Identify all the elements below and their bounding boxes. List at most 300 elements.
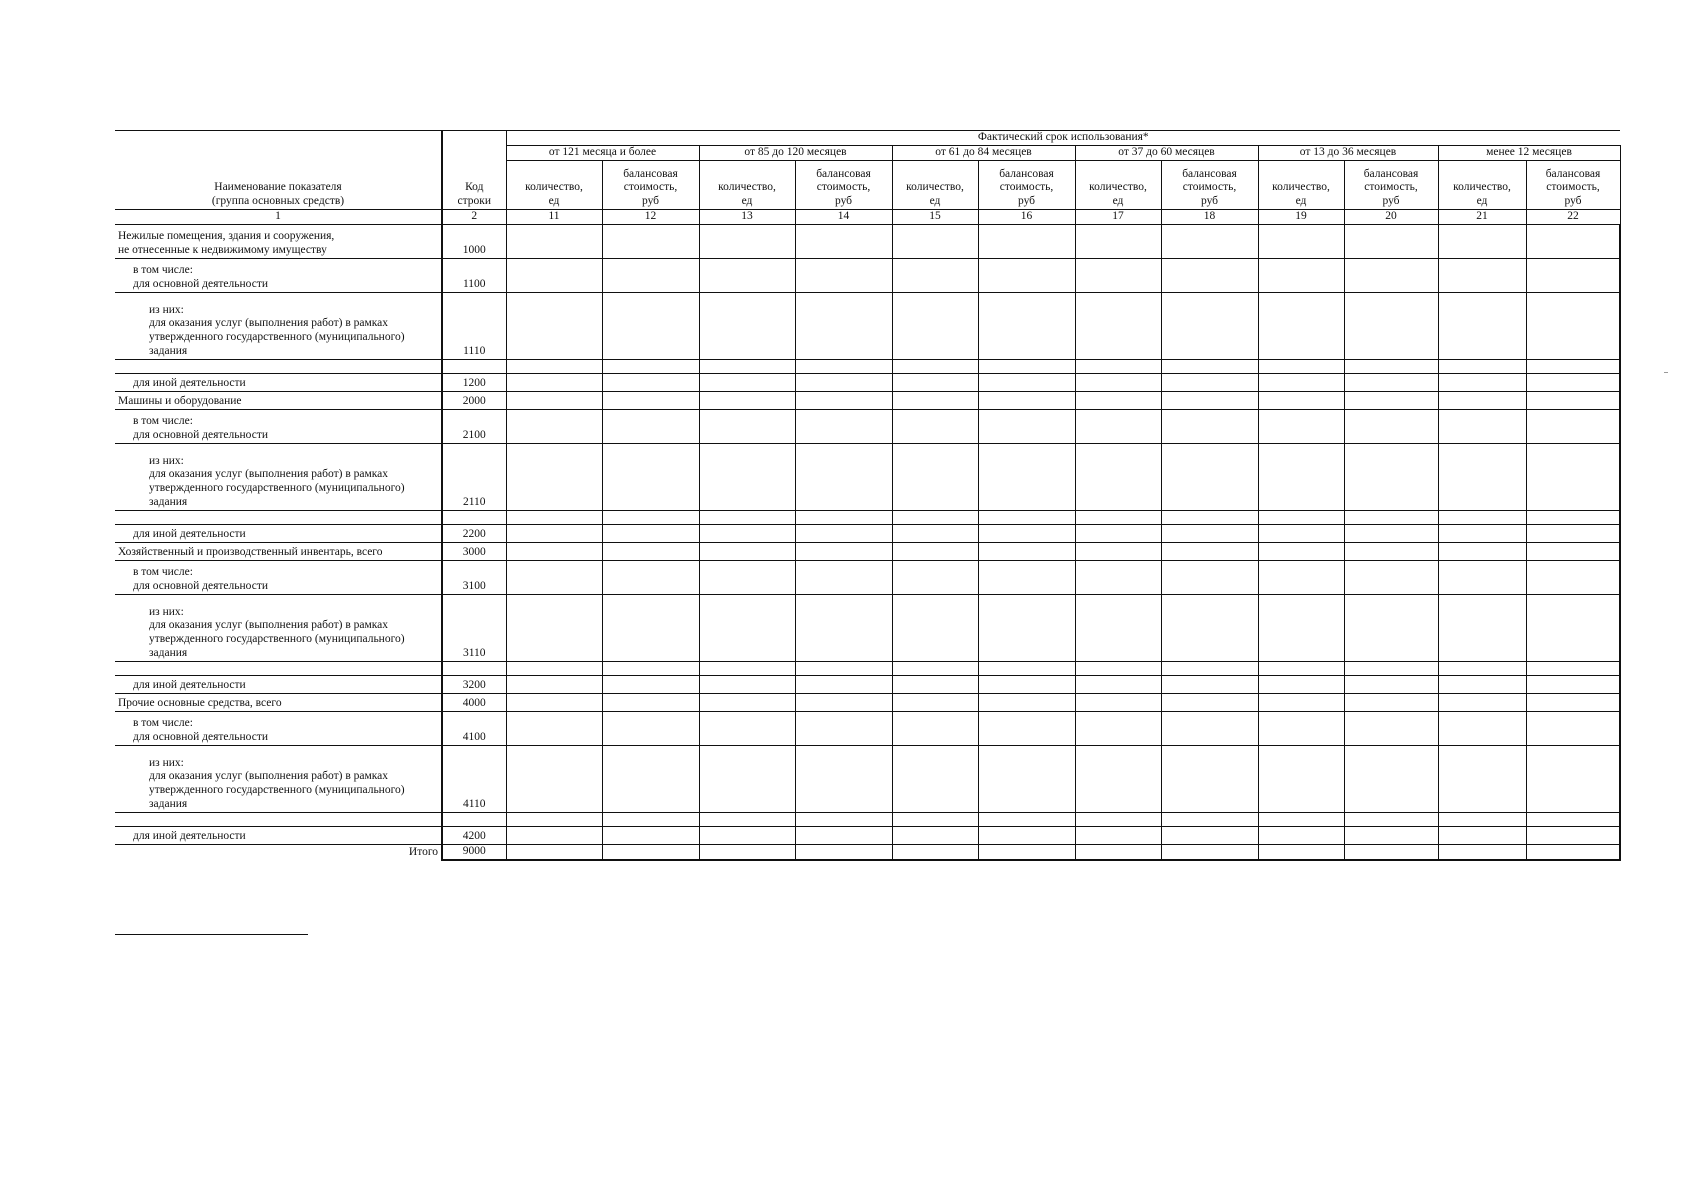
value-cell[interactable] bbox=[892, 510, 978, 524]
value-cell[interactable] bbox=[699, 409, 795, 443]
value-cell[interactable] bbox=[602, 560, 699, 594]
value-cell[interactable] bbox=[795, 745, 892, 812]
value-cell[interactable] bbox=[602, 409, 699, 443]
value-cell[interactable] bbox=[506, 675, 602, 693]
value-cell[interactable] bbox=[699, 224, 795, 258]
value-cell[interactable] bbox=[978, 711, 1075, 745]
value-cell[interactable] bbox=[1344, 409, 1438, 443]
value-cell[interactable] bbox=[892, 409, 978, 443]
balance-cost-header: балансовая стоимость, руб bbox=[602, 161, 699, 210]
table-row bbox=[115, 560, 1620, 594]
value-cell[interactable] bbox=[1526, 661, 1620, 675]
value-cell[interactable] bbox=[602, 443, 699, 510]
value-cell[interactable] bbox=[892, 292, 978, 359]
value-cell[interactable] bbox=[1344, 224, 1438, 258]
value-cell[interactable] bbox=[1161, 443, 1258, 510]
value-cell[interactable] bbox=[1258, 826, 1344, 844]
value-cell[interactable] bbox=[795, 443, 892, 510]
value-cell[interactable] bbox=[506, 812, 602, 826]
value-cell[interactable] bbox=[506, 693, 602, 711]
value-cell[interactable] bbox=[795, 812, 892, 826]
value-cell[interactable] bbox=[1161, 391, 1258, 409]
value-cell[interactable] bbox=[1161, 661, 1258, 675]
quantity-header: количество, ед bbox=[506, 161, 602, 210]
value-cell[interactable] bbox=[1526, 359, 1620, 373]
value-cell[interactable] bbox=[506, 409, 602, 443]
column-number: 19 bbox=[1258, 210, 1344, 225]
value-cell[interactable] bbox=[1438, 224, 1526, 258]
value-cell[interactable] bbox=[1344, 443, 1438, 510]
value-cell[interactable] bbox=[506, 661, 602, 675]
value-cell[interactable] bbox=[1438, 661, 1526, 675]
row-code bbox=[442, 812, 506, 826]
value-cell[interactable] bbox=[602, 359, 699, 373]
value-cell[interactable] bbox=[795, 826, 892, 844]
column-number: 21 bbox=[1438, 210, 1526, 225]
value-cell[interactable] bbox=[699, 359, 795, 373]
value-cell[interactable] bbox=[1526, 826, 1620, 844]
period-header: от 37 до 60 месяцев bbox=[1075, 146, 1258, 161]
value-cell[interactable] bbox=[1075, 391, 1161, 409]
spacer-row bbox=[115, 661, 1620, 675]
value-cell[interactable] bbox=[602, 812, 699, 826]
row-code: 3100 bbox=[442, 560, 506, 594]
value-cell[interactable] bbox=[978, 524, 1075, 542]
value-cell[interactable] bbox=[602, 826, 699, 844]
value-cell[interactable] bbox=[1075, 524, 1161, 542]
value-cell[interactable] bbox=[795, 510, 892, 524]
value-cell[interactable] bbox=[1438, 693, 1526, 711]
value-cell[interactable] bbox=[1526, 373, 1620, 391]
total-value-cell[interactable] bbox=[699, 844, 795, 860]
value-cell[interactable] bbox=[892, 443, 978, 510]
row-code: 3000 bbox=[442, 542, 506, 560]
value-cell[interactable] bbox=[1258, 711, 1344, 745]
value-cell[interactable] bbox=[1438, 745, 1526, 812]
table-row bbox=[115, 826, 1620, 844]
value-cell[interactable] bbox=[1344, 826, 1438, 844]
value-cell[interactable] bbox=[1161, 373, 1258, 391]
value-cell[interactable] bbox=[699, 594, 795, 661]
value-cell[interactable] bbox=[1161, 745, 1258, 812]
value-cell[interactable] bbox=[1161, 510, 1258, 524]
row-code: 1110 bbox=[442, 292, 506, 359]
value-cell[interactable] bbox=[1161, 560, 1258, 594]
row-label: для иной деятельности bbox=[115, 373, 442, 391]
row-code: 3200 bbox=[442, 675, 506, 693]
value-cell[interactable] bbox=[795, 661, 892, 675]
value-cell[interactable] bbox=[1161, 812, 1258, 826]
value-cell[interactable] bbox=[1161, 258, 1258, 292]
value-cell[interactable] bbox=[1526, 711, 1620, 745]
value-cell[interactable] bbox=[1438, 594, 1526, 661]
value-cell[interactable] bbox=[892, 745, 978, 812]
value-cell[interactable] bbox=[602, 542, 699, 560]
total-value-cell[interactable] bbox=[892, 844, 978, 860]
value-cell[interactable] bbox=[1161, 675, 1258, 693]
value-cell[interactable] bbox=[978, 693, 1075, 711]
value-cell[interactable] bbox=[795, 359, 892, 373]
value-cell[interactable] bbox=[1161, 711, 1258, 745]
value-cell[interactable] bbox=[602, 258, 699, 292]
value-cell[interactable] bbox=[1075, 443, 1161, 510]
value-cell[interactable] bbox=[1526, 560, 1620, 594]
value-cell[interactable] bbox=[978, 443, 1075, 510]
value-cell[interactable] bbox=[1258, 745, 1344, 812]
value-cell[interactable] bbox=[699, 258, 795, 292]
row-label: из них: для оказания услуг (выполнения работ) в рамках утвержденного государственного (муниципального) задания bbox=[115, 594, 442, 661]
value-cell[interactable] bbox=[1344, 258, 1438, 292]
value-cell[interactable] bbox=[1075, 693, 1161, 711]
value-cell[interactable] bbox=[978, 409, 1075, 443]
value-cell[interactable] bbox=[1438, 510, 1526, 524]
value-cell[interactable] bbox=[978, 542, 1075, 560]
value-cell[interactable] bbox=[1258, 542, 1344, 560]
value-cell[interactable] bbox=[1258, 292, 1344, 359]
value-cell[interactable] bbox=[1161, 292, 1258, 359]
value-cell[interactable] bbox=[795, 373, 892, 391]
value-cell[interactable] bbox=[1161, 524, 1258, 542]
value-cell[interactable] bbox=[1438, 292, 1526, 359]
value-cell[interactable] bbox=[506, 292, 602, 359]
value-cell[interactable] bbox=[1526, 292, 1620, 359]
value-cell[interactable] bbox=[795, 224, 892, 258]
total-value-cell[interactable] bbox=[795, 844, 892, 860]
value-cell[interactable] bbox=[1258, 675, 1344, 693]
value-cell[interactable] bbox=[699, 711, 795, 745]
value-cell[interactable] bbox=[892, 391, 978, 409]
value-cell[interactable] bbox=[1438, 524, 1526, 542]
value-cell[interactable] bbox=[506, 258, 602, 292]
value-cell[interactable] bbox=[892, 826, 978, 844]
value-cell[interactable] bbox=[1438, 826, 1526, 844]
value-cell[interactable] bbox=[978, 292, 1075, 359]
value-cell[interactable] bbox=[602, 292, 699, 359]
value-cell[interactable] bbox=[506, 542, 602, 560]
value-cell[interactable] bbox=[506, 373, 602, 391]
value-cell[interactable] bbox=[978, 594, 1075, 661]
value-cell[interactable] bbox=[1344, 524, 1438, 542]
value-cell[interactable] bbox=[699, 373, 795, 391]
value-cell[interactable] bbox=[795, 409, 892, 443]
value-cell[interactable] bbox=[795, 594, 892, 661]
value-cell[interactable] bbox=[1258, 693, 1344, 711]
row-code: 2100 bbox=[442, 409, 506, 443]
value-cell[interactable] bbox=[892, 373, 978, 391]
value-cell[interactable] bbox=[795, 675, 892, 693]
value-cell[interactable] bbox=[1075, 359, 1161, 373]
value-cell[interactable] bbox=[506, 224, 602, 258]
value-cell[interactable] bbox=[602, 661, 699, 675]
value-cell[interactable] bbox=[1438, 373, 1526, 391]
table-row bbox=[115, 391, 1620, 409]
row-code: 4200 bbox=[442, 826, 506, 844]
value-cell[interactable] bbox=[699, 745, 795, 812]
value-cell[interactable] bbox=[1438, 409, 1526, 443]
value-cell[interactable] bbox=[1161, 224, 1258, 258]
value-cell[interactable] bbox=[1344, 661, 1438, 675]
value-cell[interactable] bbox=[892, 594, 978, 661]
value-cell[interactable] bbox=[602, 693, 699, 711]
value-cell[interactable] bbox=[1075, 510, 1161, 524]
value-cell[interactable] bbox=[1258, 510, 1344, 524]
value-cell[interactable] bbox=[978, 675, 1075, 693]
column-number: 18 bbox=[1161, 210, 1258, 225]
row-code: 2110 bbox=[442, 443, 506, 510]
value-cell[interactable] bbox=[795, 693, 892, 711]
value-cell[interactable] bbox=[1258, 258, 1344, 292]
column-number: 11 bbox=[506, 210, 602, 225]
total-value-cell[interactable] bbox=[1161, 844, 1258, 860]
row-label: для иной деятельности bbox=[115, 524, 442, 542]
total-value-cell[interactable] bbox=[1526, 844, 1620, 860]
value-cell[interactable] bbox=[795, 560, 892, 594]
value-cell[interactable] bbox=[1438, 542, 1526, 560]
value-cell[interactable] bbox=[602, 524, 699, 542]
value-cell[interactable] bbox=[1526, 594, 1620, 661]
value-cell[interactable] bbox=[1526, 693, 1620, 711]
value-cell[interactable] bbox=[1258, 560, 1344, 594]
value-cell[interactable] bbox=[699, 542, 795, 560]
table-row bbox=[115, 693, 1620, 711]
value-cell[interactable] bbox=[795, 258, 892, 292]
value-cell[interactable] bbox=[1344, 542, 1438, 560]
value-cell[interactable] bbox=[602, 373, 699, 391]
value-cell[interactable] bbox=[506, 594, 602, 661]
value-cell[interactable] bbox=[1526, 443, 1620, 510]
value-cell[interactable] bbox=[699, 391, 795, 409]
value-cell[interactable] bbox=[1161, 542, 1258, 560]
value-cell[interactable] bbox=[699, 292, 795, 359]
total-value-cell[interactable] bbox=[506, 844, 602, 860]
value-cell[interactable] bbox=[978, 359, 1075, 373]
value-cell[interactable] bbox=[978, 373, 1075, 391]
value-cell[interactable] bbox=[978, 258, 1075, 292]
value-cell[interactable] bbox=[795, 542, 892, 560]
value-cell[interactable] bbox=[699, 443, 795, 510]
value-cell[interactable] bbox=[699, 693, 795, 711]
value-cell[interactable] bbox=[1075, 224, 1161, 258]
quantity-header: количество, ед bbox=[1075, 161, 1161, 210]
value-cell[interactable] bbox=[1161, 359, 1258, 373]
value-cell[interactable] bbox=[892, 524, 978, 542]
total-value-cell[interactable] bbox=[602, 844, 699, 860]
value-cell[interactable] bbox=[892, 560, 978, 594]
value-cell[interactable] bbox=[1075, 711, 1161, 745]
row-code: 3110 bbox=[442, 594, 506, 661]
value-cell[interactable] bbox=[602, 510, 699, 524]
column-number: 20 bbox=[1344, 210, 1438, 225]
value-cell[interactable] bbox=[1344, 391, 1438, 409]
value-cell[interactable] bbox=[1075, 258, 1161, 292]
value-cell[interactable] bbox=[795, 292, 892, 359]
value-cell[interactable] bbox=[506, 391, 602, 409]
row-code: 2200 bbox=[442, 524, 506, 542]
value-cell[interactable] bbox=[1258, 443, 1344, 510]
value-cell[interactable] bbox=[1526, 675, 1620, 693]
value-cell[interactable] bbox=[1344, 693, 1438, 711]
total-value-cell[interactable] bbox=[1344, 844, 1438, 860]
value-cell[interactable] bbox=[699, 661, 795, 675]
value-cell[interactable] bbox=[1344, 292, 1438, 359]
value-cell[interactable] bbox=[699, 560, 795, 594]
column-number: 2 bbox=[442, 210, 506, 225]
value-cell[interactable] bbox=[892, 693, 978, 711]
value-cell[interactable] bbox=[1526, 510, 1620, 524]
value-cell[interactable] bbox=[795, 391, 892, 409]
value-cell[interactable] bbox=[1344, 745, 1438, 812]
value-cell[interactable] bbox=[892, 224, 978, 258]
value-cell[interactable] bbox=[892, 258, 978, 292]
value-cell[interactable] bbox=[1438, 675, 1526, 693]
value-cell[interactable] bbox=[1258, 812, 1344, 826]
value-cell[interactable] bbox=[1258, 524, 1344, 542]
value-cell[interactable] bbox=[1075, 542, 1161, 560]
value-cell[interactable] bbox=[1438, 258, 1526, 292]
value-cell[interactable] bbox=[506, 524, 602, 542]
value-cell[interactable] bbox=[1075, 292, 1161, 359]
value-cell[interactable] bbox=[1075, 661, 1161, 675]
value-cell[interactable] bbox=[699, 524, 795, 542]
value-cell[interactable] bbox=[892, 711, 978, 745]
value-cell[interactable] bbox=[699, 675, 795, 693]
value-cell[interactable] bbox=[1526, 258, 1620, 292]
table-row bbox=[115, 258, 1620, 292]
column-number: 22 bbox=[1526, 210, 1620, 225]
total-value-cell[interactable] bbox=[1258, 844, 1344, 860]
value-cell[interactable] bbox=[1075, 560, 1161, 594]
total-value-cell[interactable] bbox=[978, 844, 1075, 860]
value-cell[interactable] bbox=[1438, 391, 1526, 409]
value-cell[interactable] bbox=[602, 224, 699, 258]
value-cell[interactable] bbox=[506, 510, 602, 524]
value-cell[interactable] bbox=[795, 524, 892, 542]
value-cell[interactable] bbox=[699, 826, 795, 844]
value-cell[interactable] bbox=[602, 391, 699, 409]
row-label bbox=[115, 359, 442, 373]
value-cell[interactable] bbox=[978, 661, 1075, 675]
value-cell[interactable] bbox=[1344, 812, 1438, 826]
value-cell[interactable] bbox=[506, 745, 602, 812]
total-value-cell[interactable] bbox=[1438, 844, 1526, 860]
row-label: из них: для оказания услуг (выполнения работ) в рамках утвержденного государственного (муниципального) задания bbox=[115, 745, 442, 812]
value-cell[interactable] bbox=[1161, 409, 1258, 443]
table-row bbox=[115, 524, 1620, 542]
value-cell[interactable] bbox=[892, 542, 978, 560]
value-cell[interactable] bbox=[1526, 409, 1620, 443]
table-row bbox=[115, 292, 1620, 359]
value-cell[interactable] bbox=[892, 359, 978, 373]
value-cell[interactable] bbox=[1344, 675, 1438, 693]
column-number: 13 bbox=[699, 210, 795, 225]
value-cell[interactable] bbox=[1344, 510, 1438, 524]
value-cell[interactable] bbox=[795, 711, 892, 745]
value-cell[interactable] bbox=[1438, 443, 1526, 510]
period-header: от 85 до 120 месяцев bbox=[699, 146, 892, 161]
value-cell[interactable] bbox=[1526, 224, 1620, 258]
value-cell[interactable] bbox=[1438, 359, 1526, 373]
value-cell[interactable] bbox=[978, 745, 1075, 812]
value-cell[interactable] bbox=[602, 594, 699, 661]
value-cell[interactable] bbox=[978, 812, 1075, 826]
value-cell[interactable] bbox=[1526, 812, 1620, 826]
value-cell[interactable] bbox=[1344, 359, 1438, 373]
value-cell[interactable] bbox=[699, 510, 795, 524]
spacer-row bbox=[115, 812, 1620, 826]
value-cell[interactable] bbox=[1075, 594, 1161, 661]
balance-cost-header: балансовая стоимость, руб bbox=[795, 161, 892, 210]
value-cell[interactable] bbox=[1344, 711, 1438, 745]
row-code: 2000 bbox=[442, 391, 506, 409]
value-cell[interactable] bbox=[602, 745, 699, 812]
value-cell[interactable] bbox=[1526, 745, 1620, 812]
value-cell[interactable] bbox=[978, 510, 1075, 524]
row-label: Хозяйственный и производственный инвентарь, всего bbox=[115, 542, 442, 560]
value-cell[interactable] bbox=[1161, 826, 1258, 844]
value-cell[interactable] bbox=[978, 826, 1075, 844]
value-cell[interactable] bbox=[1526, 524, 1620, 542]
value-cell[interactable] bbox=[1344, 560, 1438, 594]
value-cell[interactable] bbox=[1258, 373, 1344, 391]
value-cell[interactable] bbox=[1075, 373, 1161, 391]
total-label: Итого bbox=[115, 844, 442, 860]
row-label: из них: для оказания услуг (выполнения работ) в рамках утвержденного государственного (муниципального) задания bbox=[115, 443, 442, 510]
value-cell[interactable] bbox=[892, 675, 978, 693]
value-cell[interactable] bbox=[1075, 675, 1161, 693]
value-cell[interactable] bbox=[506, 443, 602, 510]
row-label bbox=[115, 510, 442, 524]
value-cell[interactable] bbox=[1161, 693, 1258, 711]
value-cell[interactable] bbox=[978, 224, 1075, 258]
name-column-header: Наименование показателя (группа основных средств) bbox=[115, 131, 442, 210]
value-cell[interactable] bbox=[1258, 359, 1344, 373]
row-code bbox=[442, 661, 506, 675]
value-cell[interactable] bbox=[1258, 409, 1344, 443]
value-cell[interactable] bbox=[506, 711, 602, 745]
value-cell[interactable] bbox=[699, 812, 795, 826]
value-cell[interactable] bbox=[1344, 594, 1438, 661]
value-cell[interactable] bbox=[1438, 812, 1526, 826]
value-cell[interactable] bbox=[1526, 391, 1620, 409]
quantity-header: количество, ед bbox=[1258, 161, 1344, 210]
value-cell[interactable] bbox=[1258, 594, 1344, 661]
value-cell[interactable] bbox=[506, 560, 602, 594]
value-cell[interactable] bbox=[1438, 560, 1526, 594]
value-cell[interactable] bbox=[978, 560, 1075, 594]
value-cell[interactable] bbox=[506, 359, 602, 373]
value-cell[interactable] bbox=[1258, 224, 1344, 258]
value-cell[interactable] bbox=[602, 711, 699, 745]
value-cell[interactable] bbox=[978, 391, 1075, 409]
value-cell[interactable] bbox=[1075, 826, 1161, 844]
value-cell[interactable] bbox=[1344, 373, 1438, 391]
value-cell[interactable] bbox=[1161, 594, 1258, 661]
value-cell[interactable] bbox=[506, 826, 602, 844]
value-cell[interactable] bbox=[1526, 542, 1620, 560]
total-value-cell[interactable] bbox=[1075, 844, 1161, 860]
value-cell[interactable] bbox=[1258, 661, 1344, 675]
value-cell[interactable] bbox=[892, 812, 978, 826]
value-cell[interactable] bbox=[1075, 409, 1161, 443]
value-cell[interactable] bbox=[1075, 812, 1161, 826]
value-cell[interactable] bbox=[1258, 391, 1344, 409]
value-cell[interactable] bbox=[1438, 711, 1526, 745]
value-cell[interactable] bbox=[602, 675, 699, 693]
balance-cost-header: балансовая стоимость, руб bbox=[1161, 161, 1258, 210]
row-label: в том числе: для основной деятельности bbox=[115, 711, 442, 745]
value-cell[interactable] bbox=[892, 661, 978, 675]
value-cell[interactable] bbox=[1075, 745, 1161, 812]
